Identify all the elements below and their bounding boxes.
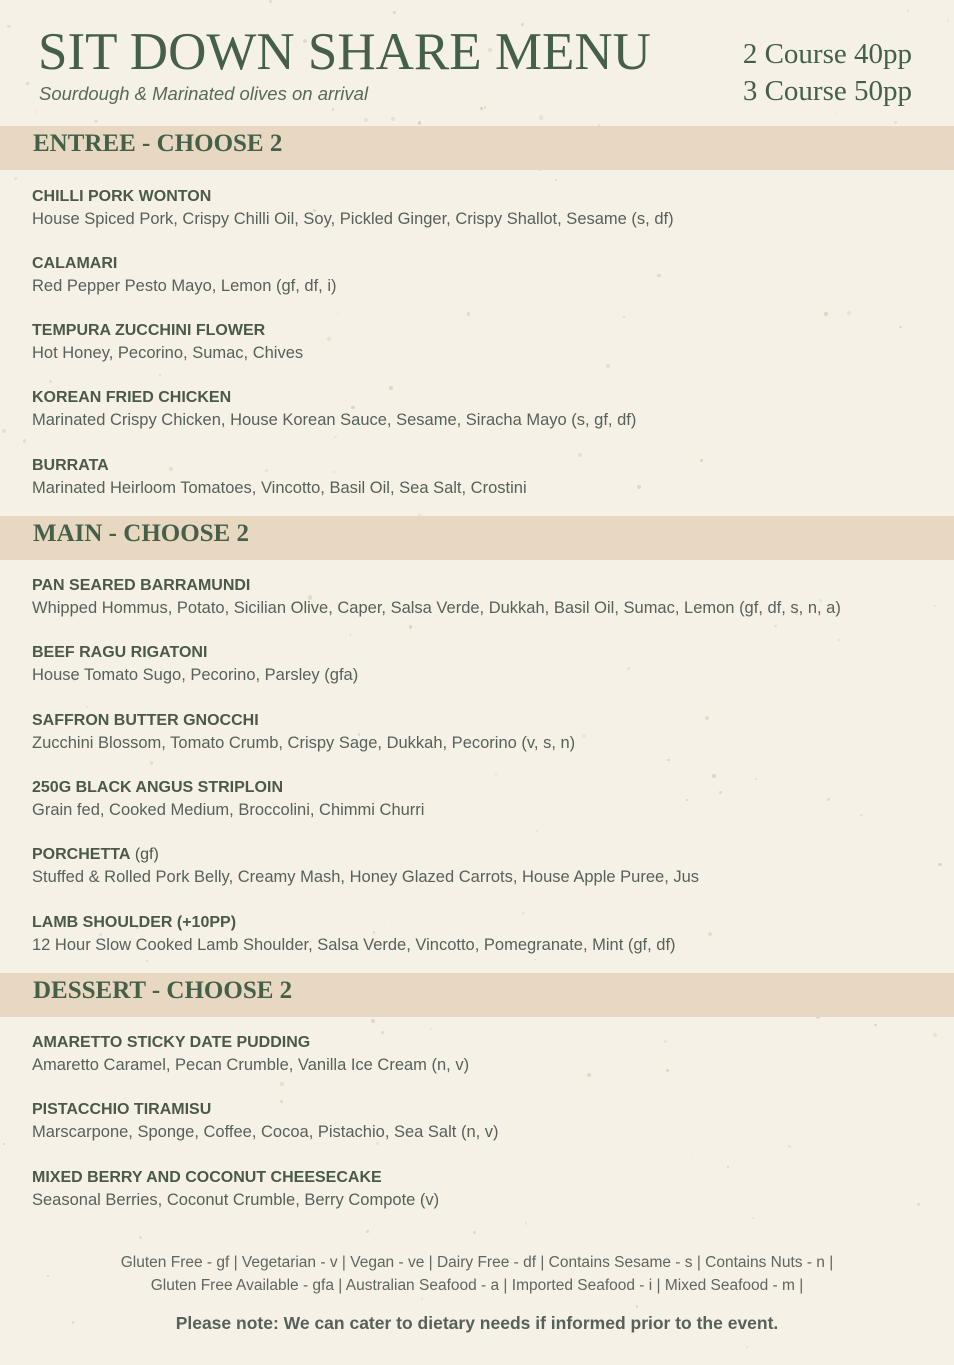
section-header-main — [0, 516, 954, 560]
paper-speckle — [938, 863, 941, 866]
section-title: MAIN - CHOOSE 2 — [33, 520, 249, 547]
paper-speckle — [334, 436, 336, 438]
menu-header — [0, 0, 954, 126]
page-subtitle: Sourdough & Marinated olives on arrival — [39, 83, 369, 104]
paper-speckle — [636, 1305, 639, 1308]
paper-speckle — [294, 836, 296, 838]
paper-speckle — [371, 1019, 374, 1022]
menu-item — [32, 844, 932, 889]
item-name: MIXED BERRY AND COCONUT CHEESECAKE — [32, 1169, 382, 1186]
paper-speckle — [774, 625, 776, 627]
item-description: 12 Hour Slow Cooked Lamb Shoulder, Salsa Verde, Vincotto, Pomegranate, Mint (gf, df) — [32, 936, 676, 954]
paper-speckle — [471, 570, 473, 572]
item-description: Hot Honey, Pecorino, Sumac, Chives — [32, 344, 304, 362]
paper-speckle — [337, 313, 339, 315]
item-name: PISTACCHIO TIRAMISU — [32, 1101, 212, 1118]
menu-item — [32, 642, 932, 687]
dietary-legend-line-2: Gluten Free Available - gfa | Australian Seafood - a | Imported Seafood - i | Mixed Seafood - m | — [150, 1277, 804, 1294]
menu-item — [32, 253, 932, 298]
paper-speckle — [3, 1143, 5, 1145]
item-description: Seasonal Berries, Coconut Crumble, Berry Compote (v) — [32, 1191, 440, 1209]
dietary-note: Please note: We can cater to dietary needs if informed prior to the event. — [175, 1313, 779, 1333]
paper-speckle — [467, 312, 471, 316]
paper-speckle — [366, 1230, 368, 1232]
paper-speckle — [746, 1346, 748, 1348]
paper-speckle — [2, 429, 6, 433]
menu-item — [32, 1099, 932, 1144]
menu-item — [32, 710, 932, 755]
paper-speckle — [555, 179, 557, 181]
paper-speckle — [159, 374, 161, 376]
item-description: House Spiced Pork, Crispy Chilli Oil, Soy, Pickled Ginger, Crispy Shallot, Sesame (s, df) — [32, 210, 674, 228]
menu-item — [32, 1032, 932, 1077]
item-name: BURRATA — [32, 457, 109, 474]
section-title: DESSERT - CHOOSE 2 — [33, 977, 293, 1004]
menu-item — [32, 575, 932, 620]
paper-speckle — [847, 311, 851, 315]
paper-speckle — [874, 1024, 877, 1027]
paper-speckle — [409, 625, 412, 628]
item-name: TEMPURA ZUCCHINI FLOWER — [32, 322, 266, 339]
paper-speckle — [49, 380, 52, 383]
item-description: Red Pepper Pesto Mayo, Lemon (gf, df, i) — [32, 277, 337, 295]
item-name: CHILLI PORK WONTON — [32, 188, 212, 205]
paper-speckle — [534, 959, 536, 961]
menu-item — [32, 186, 932, 231]
item-description: Marinated Crispy Chicken, House Korean Sauce, Sesame, Siracha Mayo (s, gf, df) — [32, 411, 637, 429]
page-title: SIT DOWN SHARE MENU — [38, 23, 651, 81]
item-description: House Tomato Sugo, Pecorino, Parsley (gfa) — [32, 666, 359, 684]
paper-speckle — [86, 706, 89, 709]
menu-item — [32, 777, 932, 822]
item-name: CALAMARI — [32, 255, 118, 272]
item-name: PAN SEARED BARRAMUNDI — [32, 577, 251, 594]
menu-item — [32, 387, 932, 432]
item-name: KOREAN FRIED CHICKEN — [32, 389, 232, 406]
item-name: SAFFRON BUTTER GNOCCHI — [32, 712, 259, 729]
item-description: Marinated Heirloom Tomatoes, Vincotto, Basil Oil, Sea Salt, Crostini — [32, 479, 527, 497]
menu-item — [32, 455, 932, 500]
paper-speckle — [350, 634, 352, 636]
paper-speckle — [691, 1156, 693, 1158]
item-dietary-tag: (gf) — [130, 846, 159, 863]
dietary-legend-line-1: Gluten Free - gf | Vegetarian - v | Vegan - ve | Dairy Free - df | Contains Sesame - s | Contains Nuts - n | — [120, 1254, 834, 1271]
paper-speckle — [824, 312, 827, 315]
section-header-entree — [0, 126, 954, 170]
paper-speckle — [421, 1298, 423, 1300]
section-title: ENTREE - CHOOSE 2 — [33, 130, 283, 157]
menu-item — [32, 1167, 932, 1212]
menu-item — [32, 320, 932, 365]
paper-speckle — [139, 1236, 142, 1239]
paper-speckle — [623, 316, 625, 318]
paper-speckle — [667, 759, 670, 762]
price-2-course: 2 Course 40pp — [742, 38, 912, 70]
paper-speckle — [536, 830, 538, 832]
paper-speckle — [525, 1222, 528, 1225]
paper-speckle — [462, 623, 464, 625]
item-name-row — [32, 844, 932, 866]
item-description: Stuffed & Rolled Pork Belly, Creamy Mash, Honey Glazed Carrots, House Apple Puree, Jus — [32, 868, 700, 886]
item-description: Amaretto Caramel, Pecan Crumble, Vanilla Ice Cream (n, v) — [32, 1056, 470, 1074]
price-3-course: 3 Course 50pp — [742, 75, 912, 107]
paper-speckle — [752, 1217, 754, 1219]
item-name: LAMB SHOULDER (+10PP) — [32, 914, 237, 931]
item-description: Grain fed, Cooked Medium, Broccolini, Chimmi Churri — [32, 801, 425, 819]
paper-speckle — [146, 960, 148, 962]
item-description: Zucchini Blossom, Tomato Crumb, Crispy Sage, Dukkah, Pecorino (v, s, n) — [32, 734, 576, 752]
item-name: PORCHETTA — [32, 846, 131, 863]
paper-speckle — [430, 1028, 432, 1030]
item-name: BEEF RAGU RIGATONI — [32, 644, 208, 661]
menu-item — [32, 912, 932, 957]
paper-speckle — [14, 177, 18, 181]
paper-speckle — [788, 1145, 791, 1148]
item-description: Whipped Hommus, Potato, Sicilian Olive, Caper, Salsa Verde, Dukkah, Basil Oil, Sumac, Lemon (gf, df, s, n, a) — [32, 599, 841, 617]
item-name: AMARETTO STICKY DATE PUDDING — [32, 1034, 311, 1051]
paper-speckle — [23, 439, 26, 442]
paper-speckle — [150, 761, 154, 765]
paper-speckle — [473, 1231, 476, 1234]
paper-speckle — [933, 1033, 937, 1037]
item-name: 250G BLACK ANGUS STRIPLOIN — [32, 779, 283, 796]
paper-speckle — [934, 605, 936, 607]
paper-speckle — [280, 1082, 284, 1086]
item-description: Marscarpone, Sponge, Coffee, Cocoa, Pistachio, Sea Salt (n, v) — [32, 1123, 499, 1141]
section-header-dessert — [0, 973, 954, 1017]
paper-speckle — [495, 773, 497, 775]
